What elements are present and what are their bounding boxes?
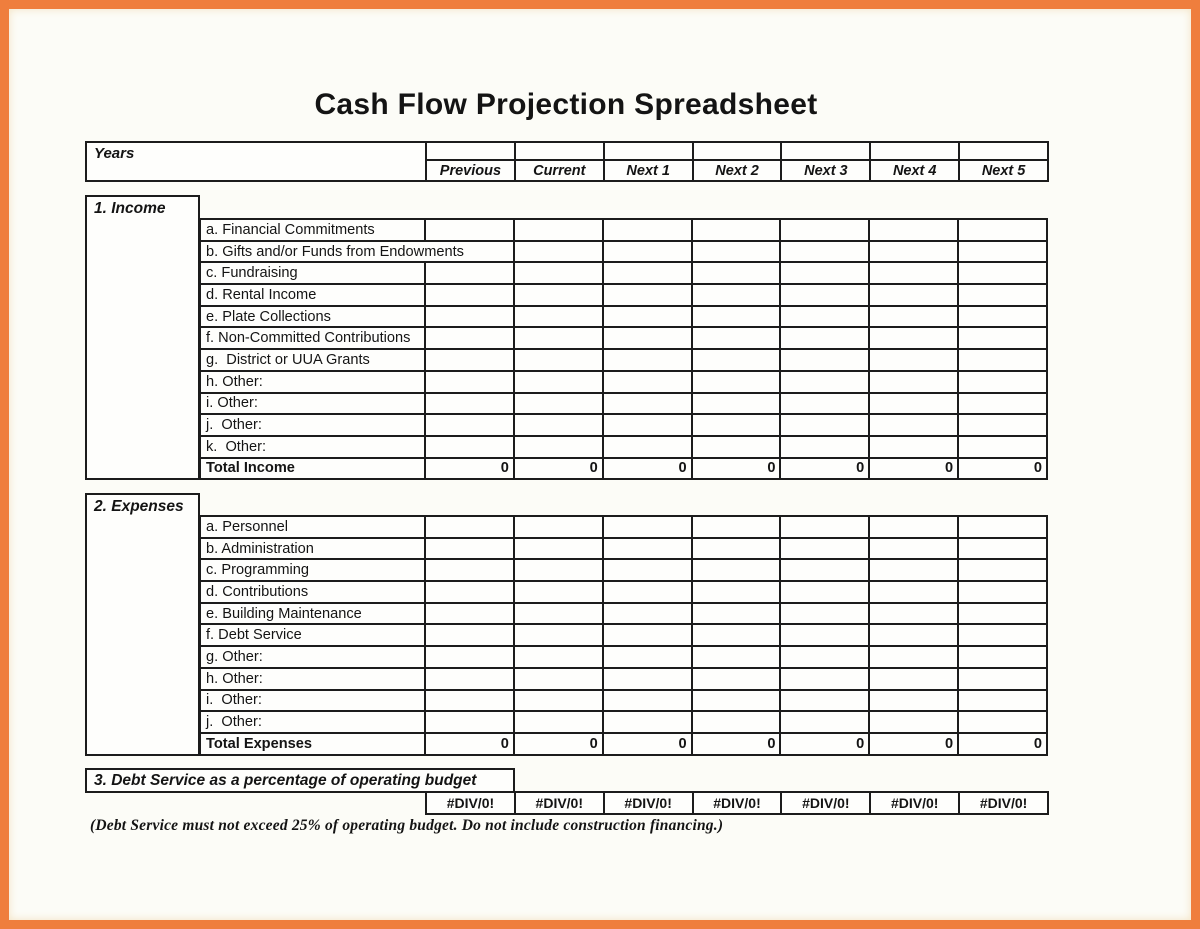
value-cell[interactable] [780, 393, 869, 415]
value-cell[interactable] [780, 327, 869, 349]
total-value-cell: 0 [869, 458, 958, 480]
row-label: g. Other: [200, 646, 425, 668]
column-header-current: Current [515, 160, 604, 181]
table-row [200, 538, 1047, 560]
row-label: d. Contributions [200, 581, 425, 603]
total-row [200, 458, 1047, 480]
value-cell[interactable] [514, 624, 603, 646]
spacer-cell [781, 142, 870, 160]
row-label: j. Other: [200, 711, 425, 733]
value-cell[interactable] [514, 668, 603, 690]
value-cell[interactable] [603, 646, 692, 668]
value-cell[interactable] [780, 624, 869, 646]
total-value-cell: 0 [692, 733, 781, 755]
value-cell[interactable] [692, 414, 781, 436]
total-value-cell: 0 [958, 458, 1047, 480]
row-label: c. Fundraising [200, 262, 425, 284]
value-cell[interactable] [958, 241, 1047, 263]
spacer-cell [870, 142, 959, 160]
expenses-table [199, 515, 1048, 756]
debt-ratio-cell: #DIV/0! [781, 792, 870, 814]
value-cell[interactable] [603, 414, 692, 436]
spacer-cell [604, 142, 693, 160]
total-value-cell: 0 [692, 458, 781, 480]
value-cell[interactable] [425, 646, 514, 668]
table-row [200, 516, 1047, 538]
value-cell[interactable] [692, 538, 781, 560]
value-cell[interactable] [958, 306, 1047, 328]
value-cell[interactable] [780, 646, 869, 668]
row-label: a. Financial Commitments [200, 219, 425, 241]
value-cell[interactable] [692, 690, 781, 712]
value-cell[interactable] [869, 690, 958, 712]
value-cell[interactable] [514, 306, 603, 328]
value-cell[interactable] [869, 306, 958, 328]
value-cell[interactable] [425, 516, 514, 538]
total-value-cell: 0 [780, 733, 869, 755]
value-cell[interactable] [692, 516, 781, 538]
value-cell[interactable] [869, 371, 958, 393]
table-row [200, 624, 1047, 646]
total-value-cell: 0 [514, 458, 603, 480]
value-cell[interactable] [692, 284, 781, 306]
value-cell[interactable] [780, 538, 869, 560]
column-header-next5: Next 5 [959, 160, 1048, 181]
row-label: a. Personnel [200, 516, 425, 538]
row-label: b. Administration [200, 538, 425, 560]
table-row [200, 559, 1047, 581]
debt-ratio-cell: #DIV/0! [515, 792, 604, 814]
value-cell[interactable] [692, 262, 781, 284]
value-cell[interactable] [958, 711, 1047, 733]
table-row [200, 306, 1047, 328]
value-cell[interactable] [869, 581, 958, 603]
table-row [200, 241, 1047, 263]
row-label: h. Other: [200, 371, 425, 393]
value-cell[interactable] [514, 327, 603, 349]
value-cell[interactable] [425, 414, 514, 436]
row-label: f. Debt Service [200, 624, 425, 646]
value-cell[interactable] [869, 241, 958, 263]
value-cell[interactable] [869, 603, 958, 625]
debt-ratio-cell: #DIV/0! [693, 792, 782, 814]
total-value-cell: 0 [958, 733, 1047, 755]
value-cell[interactable] [692, 646, 781, 668]
table-row [200, 262, 1047, 284]
years-header-table [85, 141, 1049, 182]
value-cell[interactable] [958, 349, 1047, 371]
row-label: e. Building Maintenance [200, 603, 425, 625]
value-cell[interactable] [692, 241, 781, 263]
value-cell[interactable] [603, 393, 692, 415]
value-cell[interactable] [425, 327, 514, 349]
value-cell[interactable] [425, 603, 514, 625]
value-cell[interactable] [780, 668, 869, 690]
value-cell[interactable] [425, 436, 514, 458]
value-cell[interactable] [514, 371, 603, 393]
value-cell[interactable] [780, 581, 869, 603]
value-cell[interactable] [869, 516, 958, 538]
value-cell[interactable] [780, 603, 869, 625]
table-row [200, 690, 1047, 712]
value-cell[interactable] [514, 241, 603, 263]
value-cell[interactable] [958, 371, 1047, 393]
total-value-cell: 0 [425, 733, 514, 755]
total-value-cell: 0 [425, 458, 514, 480]
value-cell[interactable] [425, 624, 514, 646]
value-cell[interactable] [958, 603, 1047, 625]
value-cell[interactable] [603, 690, 692, 712]
value-cell[interactable] [425, 538, 514, 560]
value-cell[interactable] [958, 436, 1047, 458]
value-cell[interactable] [603, 711, 692, 733]
value-cell[interactable] [869, 219, 958, 241]
value-cell[interactable] [603, 349, 692, 371]
debt-ratio-cell: #DIV/0! [426, 792, 515, 814]
value-cell[interactable] [514, 436, 603, 458]
debt-service-table [425, 791, 1049, 815]
table-row [200, 371, 1047, 393]
value-cell[interactable] [514, 414, 603, 436]
value-cell[interactable] [603, 262, 692, 284]
column-header-next3: Next 3 [781, 160, 870, 181]
value-cell[interactable] [780, 349, 869, 371]
value-cell[interactable] [692, 624, 781, 646]
total-expenses-label: Total Expenses [200, 733, 425, 755]
value-cell[interactable] [692, 219, 781, 241]
total-value-cell: 0 [869, 733, 958, 755]
value-cell[interactable] [869, 414, 958, 436]
value-cell[interactable] [514, 219, 603, 241]
table-row [200, 581, 1047, 603]
value-cell[interactable] [514, 516, 603, 538]
value-cell[interactable] [958, 559, 1047, 581]
value-cell[interactable] [514, 559, 603, 581]
value-cell[interactable] [958, 219, 1047, 241]
total-income-label: Total Income [200, 458, 425, 480]
row-label: i. Other: [200, 690, 425, 712]
total-row [200, 733, 1047, 755]
value-cell[interactable] [869, 284, 958, 306]
value-cell[interactable] [869, 538, 958, 560]
value-cell[interactable] [780, 284, 869, 306]
value-cell[interactable] [603, 559, 692, 581]
income-table [199, 218, 1048, 480]
value-cell[interactable] [958, 581, 1047, 603]
value-cell[interactable] [780, 711, 869, 733]
column-header-next2: Next 2 [693, 160, 782, 181]
income-section-label: 1. Income [85, 195, 200, 480]
page-title: Cash Flow Projection Spreadsheet [314, 88, 818, 121]
table-row [200, 219, 1047, 241]
expenses-section-label: 2. Expenses [85, 493, 200, 756]
value-cell[interactable] [514, 690, 603, 712]
value-cell[interactable] [958, 414, 1047, 436]
value-cell[interactable] [958, 262, 1047, 284]
value-cell[interactable] [603, 327, 692, 349]
value-cell[interactable] [514, 711, 603, 733]
value-cell[interactable] [780, 241, 869, 263]
table-row [200, 711, 1047, 733]
value-cell[interactable] [692, 371, 781, 393]
value-cell[interactable] [425, 219, 514, 241]
value-cell[interactable] [514, 393, 603, 415]
value-cell[interactable] [780, 436, 869, 458]
value-cell[interactable] [603, 581, 692, 603]
table-row [200, 349, 1047, 371]
row-label: d. Rental Income [200, 284, 425, 306]
value-cell[interactable] [514, 646, 603, 668]
value-cell[interactable] [780, 559, 869, 581]
value-cell[interactable] [425, 262, 514, 284]
value-cell[interactable] [692, 306, 781, 328]
value-cell[interactable] [692, 603, 781, 625]
value-cell[interactable] [425, 349, 514, 371]
total-value-cell: 0 [603, 733, 692, 755]
value-cell[interactable] [692, 559, 781, 581]
value-cell[interactable] [692, 327, 781, 349]
value-cell[interactable] [603, 668, 692, 690]
table-row [200, 327, 1047, 349]
table-row [200, 436, 1047, 458]
value-cell[interactable] [780, 371, 869, 393]
value-cell[interactable] [692, 393, 781, 415]
value-cell[interactable] [958, 538, 1047, 560]
row-label: i. Other: [200, 393, 425, 415]
value-cell[interactable] [425, 581, 514, 603]
value-cell[interactable] [958, 327, 1047, 349]
column-header-previous: Previous [426, 160, 515, 181]
value-cell[interactable] [603, 306, 692, 328]
table-row [200, 284, 1047, 306]
value-cell[interactable] [514, 262, 603, 284]
value-cell[interactable] [780, 262, 869, 284]
value-cell[interactable] [425, 559, 514, 581]
column-header-next1: Next 1 [604, 160, 693, 181]
value-cell[interactable] [514, 284, 603, 306]
value-cell[interactable] [603, 603, 692, 625]
table-row [200, 668, 1047, 690]
spacer-cell [426, 142, 515, 160]
value-cell[interactable] [869, 436, 958, 458]
value-cell[interactable] [603, 241, 692, 263]
value-cell[interactable] [425, 711, 514, 733]
debt-service-section-label: 3. Debt Service as a percentage of operating budget [85, 768, 515, 793]
table-row [86, 142, 1048, 160]
row-label: e. Plate Collections [200, 306, 425, 328]
debt-ratio-cell: #DIV/0! [959, 792, 1048, 814]
value-cell[interactable] [692, 668, 781, 690]
years-label-cell: Years [86, 142, 426, 181]
value-cell[interactable] [514, 603, 603, 625]
value-cell[interactable] [958, 690, 1047, 712]
value-cell[interactable] [958, 646, 1047, 668]
value-cell[interactable] [514, 581, 603, 603]
value-cell[interactable] [692, 436, 781, 458]
value-cell[interactable] [425, 306, 514, 328]
value-cell[interactable] [869, 646, 958, 668]
debt-ratio-cell: #DIV/0! [604, 792, 693, 814]
table-row [200, 393, 1047, 415]
value-cell[interactable] [780, 306, 869, 328]
value-cell[interactable] [692, 711, 781, 733]
value-cell[interactable] [425, 690, 514, 712]
value-cell[interactable] [425, 393, 514, 415]
spacer-cell [693, 142, 782, 160]
value-cell[interactable] [869, 262, 958, 284]
value-cell[interactable] [514, 538, 603, 560]
spacer-cell [515, 142, 604, 160]
value-cell[interactable] [869, 349, 958, 371]
value-cell[interactable] [869, 711, 958, 733]
value-cell[interactable] [603, 284, 692, 306]
value-cell[interactable] [958, 668, 1047, 690]
table-row [200, 414, 1047, 436]
value-cell[interactable] [958, 284, 1047, 306]
column-header-next4: Next 4 [870, 160, 959, 181]
value-cell[interactable] [603, 538, 692, 560]
value-cell[interactable] [780, 516, 869, 538]
total-value-cell: 0 [514, 733, 603, 755]
value-cell[interactable] [780, 219, 869, 241]
value-cell[interactable] [869, 668, 958, 690]
value-cell[interactable] [780, 690, 869, 712]
value-cell[interactable] [958, 393, 1047, 415]
row-label: f. Non-Committed Contributions [200, 327, 425, 349]
value-cell[interactable] [869, 327, 958, 349]
value-cell[interactable] [869, 624, 958, 646]
value-cell[interactable] [780, 414, 869, 436]
value-cell[interactable] [425, 371, 514, 393]
value-cell[interactable] [425, 284, 514, 306]
row-label: j. Other: [200, 414, 425, 436]
table-row [200, 603, 1047, 625]
value-cell[interactable] [425, 668, 514, 690]
row-label: c. Programming [200, 559, 425, 581]
value-cell[interactable] [603, 436, 692, 458]
value-cell[interactable] [603, 624, 692, 646]
total-value-cell: 0 [780, 458, 869, 480]
value-cell[interactable] [869, 393, 958, 415]
value-cell[interactable] [869, 559, 958, 581]
value-cell[interactable] [603, 516, 692, 538]
value-cell[interactable] [514, 349, 603, 371]
value-cell[interactable] [958, 624, 1047, 646]
debt-ratio-cell: #DIV/0! [870, 792, 959, 814]
table-row [200, 646, 1047, 668]
row-label: h. Other: [200, 668, 425, 690]
value-cell[interactable] [692, 581, 781, 603]
row-label: k. Other: [200, 436, 425, 458]
value-cell[interactable] [958, 516, 1047, 538]
value-cell[interactable] [692, 349, 781, 371]
total-value-cell: 0 [603, 458, 692, 480]
spacer-cell [959, 142, 1048, 160]
debt-service-footnote: (Debt Service must not exceed 25% of operating budget. Do not include construction financing.) [90, 817, 724, 834]
row-label: b. Gifts and/or Funds from Endowments [200, 241, 514, 263]
value-cell[interactable] [603, 219, 692, 241]
value-cell[interactable] [603, 371, 692, 393]
table-row [426, 792, 1048, 814]
row-label: g. District or UUA Grants [200, 349, 425, 371]
